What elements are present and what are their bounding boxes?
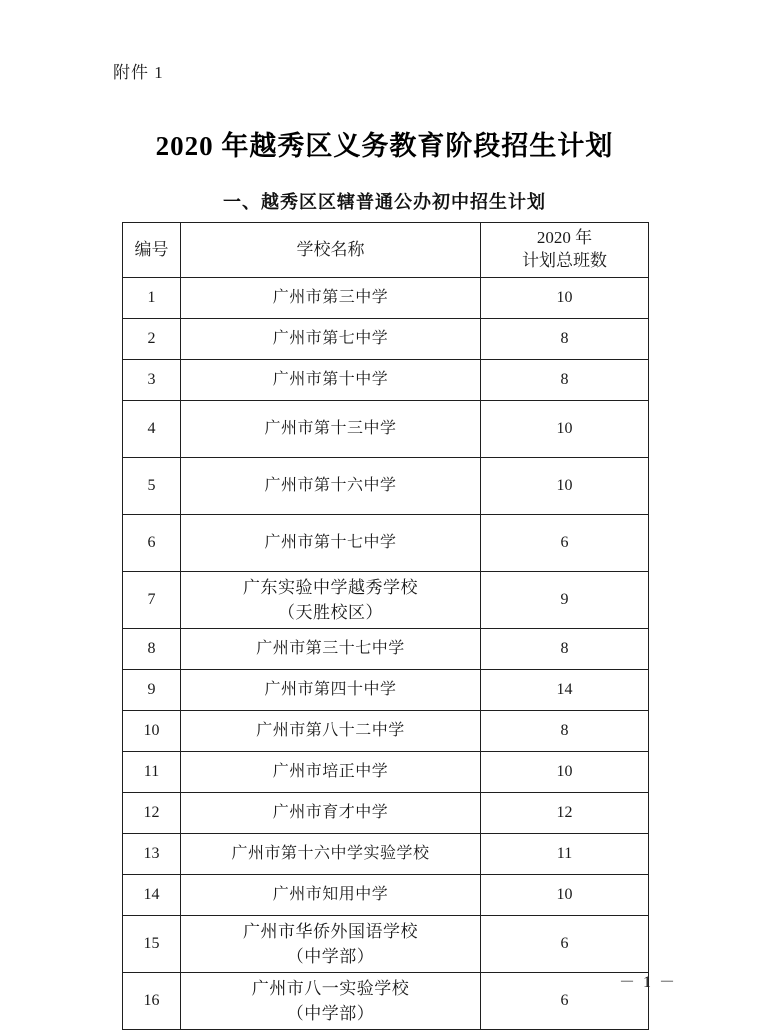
cell-classes: 8: [481, 360, 649, 401]
cell-no: 3: [123, 360, 181, 401]
cell-no: 14: [123, 875, 181, 916]
cell-no: 5: [123, 458, 181, 515]
cell-school: 广州市第三十七中学: [181, 629, 481, 670]
page-title: 2020 年越秀区义务教育阶段招生计划: [155, 131, 614, 161]
table-row: [123, 278, 649, 319]
table-row: [123, 973, 649, 1030]
cell-classes: 6: [481, 973, 649, 1030]
cell-school: 广州市第十六中学实验学校: [181, 834, 481, 875]
table-body: [123, 278, 649, 1030]
cell-classes: 10: [481, 278, 649, 319]
column-header-classes: [481, 223, 649, 278]
table-row: [123, 834, 649, 875]
cell-school-line1: 广东实验中学越秀学校: [243, 577, 418, 597]
cell-school: 广州市知用中学: [181, 875, 481, 916]
cell-school: 广州市育才中学: [181, 793, 481, 834]
cell-classes: 11: [481, 834, 649, 875]
cell-no: 1: [123, 278, 181, 319]
table-row: [123, 916, 649, 973]
cell-no: 16: [123, 973, 181, 1030]
table-row: [123, 670, 649, 711]
attachment-label: 附件 1: [113, 63, 164, 82]
column-header-classes-line2: 计划总班数: [522, 251, 607, 270]
cell-school: 广州市培正中学: [181, 752, 481, 793]
table-row: [123, 711, 649, 752]
cell-no: 6: [123, 515, 181, 572]
table-row: [123, 572, 649, 629]
cell-no: 4: [123, 401, 181, 458]
cell-no: 2: [123, 319, 181, 360]
table-row: [123, 629, 649, 670]
cell-school: 广州市第十七中学: [181, 515, 481, 572]
cell-no: 10: [123, 711, 181, 752]
cell-school-line2: （中学部）: [286, 1004, 375, 1023]
cell-classes: 8: [481, 319, 649, 360]
cell-no: 8: [123, 629, 181, 670]
table-row: [123, 515, 649, 572]
cell-classes: 10: [481, 752, 649, 793]
table-row: [123, 401, 649, 458]
cell-classes: 10: [481, 875, 649, 916]
column-header-school: 学校名称: [181, 223, 481, 278]
cell-classes: 8: [481, 629, 649, 670]
enrollment-plan-table-wrapper: [122, 222, 648, 1030]
table-row: [123, 319, 649, 360]
cell-school: 广州市第八十二中学: [181, 711, 481, 752]
cell-school: 广州市第十六中学: [181, 458, 481, 515]
cell-school-line1: 广州市华侨外国语学校: [243, 921, 418, 941]
cell-school: 广州市第四十中学: [181, 670, 481, 711]
column-header-no: 编号: [123, 223, 181, 278]
cell-school: [181, 916, 481, 973]
cell-classes: 14: [481, 670, 649, 711]
cell-classes: 12: [481, 793, 649, 834]
cell-school: [181, 973, 481, 1030]
cell-classes: 6: [481, 916, 649, 973]
enrollment-plan-table: [122, 222, 649, 1030]
cell-no: 11: [123, 752, 181, 793]
cell-school: 广州市第十三中学: [181, 401, 481, 458]
cell-school: 广州市第三中学: [181, 278, 481, 319]
cell-classes: 10: [481, 458, 649, 515]
cell-classes: 6: [481, 515, 649, 572]
cell-school: 广州市第十中学: [181, 360, 481, 401]
cell-classes: 10: [481, 401, 649, 458]
cell-no: 9: [123, 670, 181, 711]
table-row: [123, 793, 649, 834]
cell-no: 12: [123, 793, 181, 834]
cell-no: 15: [123, 916, 181, 973]
cell-no: 7: [123, 572, 181, 629]
cell-school: [181, 572, 481, 629]
table-row: [123, 752, 649, 793]
cell-classes: 9: [481, 572, 649, 629]
cell-school-line1: 广州市八一实验学校: [251, 978, 410, 998]
cell-no: 13: [123, 834, 181, 875]
column-header-classes-line1: 2020 年: [536, 228, 593, 248]
table-row: [123, 875, 649, 916]
cell-school-line2: （天胜校区）: [278, 603, 383, 622]
cell-school: 广州市第七中学: [181, 319, 481, 360]
table-header-row: [123, 223, 649, 278]
section-title: 一、越秀区区辖普通公办初中招生计划: [223, 192, 546, 212]
table-row: [123, 360, 649, 401]
page-number: － 1 －: [618, 974, 677, 991]
cell-school-line2: （中学部）: [286, 947, 375, 966]
table-row: [123, 458, 649, 515]
cell-classes: 8: [481, 711, 649, 752]
